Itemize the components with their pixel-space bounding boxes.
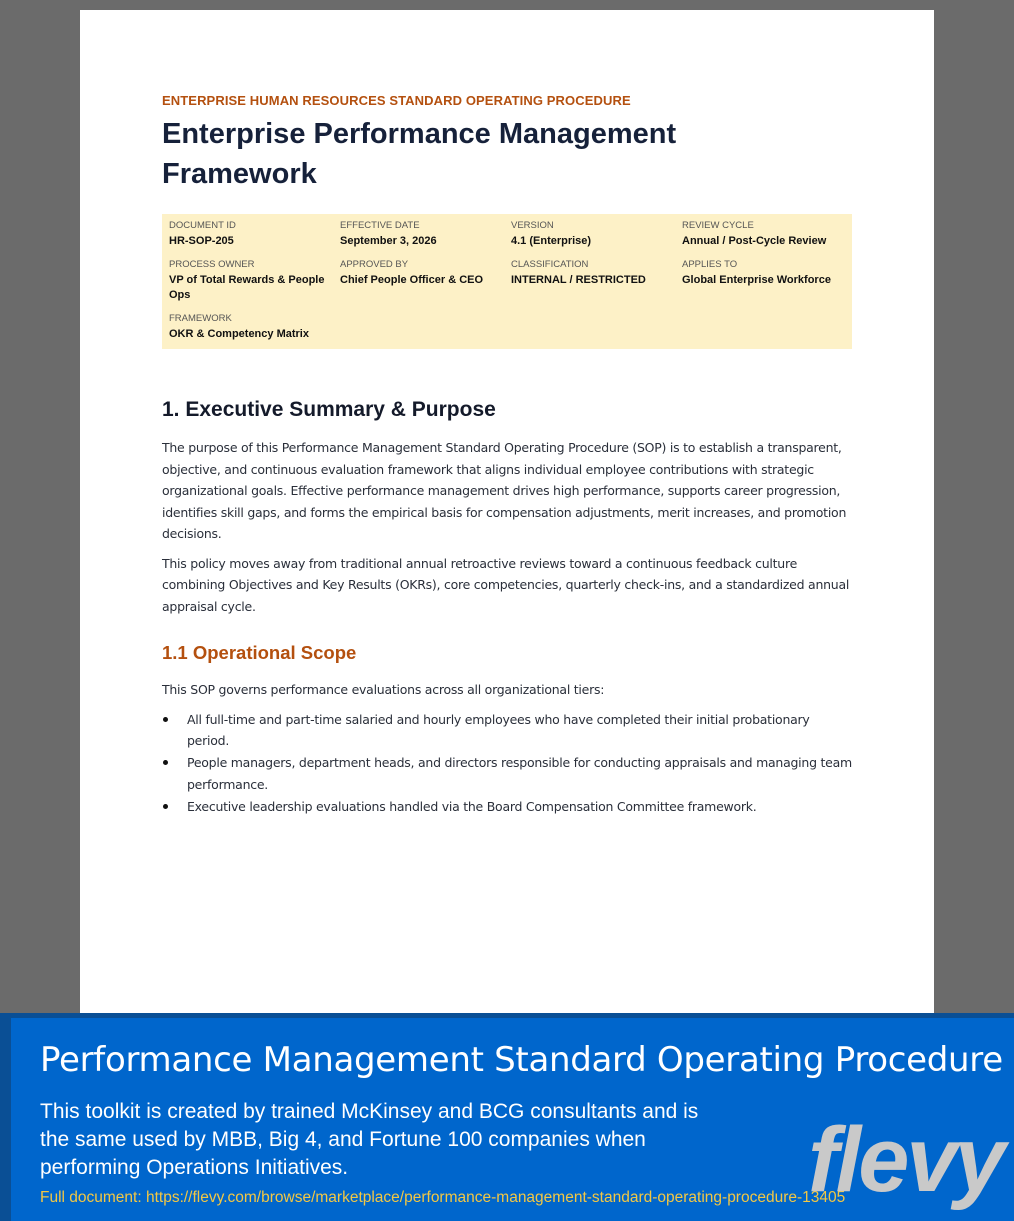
- scope-list: [162, 709, 852, 818]
- list-item-text: People managers, department heads, and directors responsible for conducting appraisals and managing team performance.: [187, 755, 852, 792]
- document-page: [80, 10, 934, 1013]
- meta-label: DOCUMENT ID: [169, 220, 236, 231]
- bullet-icon: [163, 717, 168, 722]
- paragraph: This SOP governs performance evaluations across all organizational tiers:: [162, 682, 605, 697]
- meta-value: 4.1 (Enterprise): [511, 235, 592, 247]
- paragraph: The purpose of this Performance Management Standard Operating Procedure (SOP) is to establish a transparent, objective, and continuous evaluation framework that aligns individual employee contributions with strategic organizational goals. Effective performance management drives high performance, supports career progression, identifies skill gaps, and forms the empirical basis for compensation adjustments, merit increases, and promotion decisions.: [162, 440, 847, 541]
- meta-label: APPROVED BY: [340, 259, 409, 270]
- document-title: Enterprise Performance Management Framework: [162, 118, 677, 190]
- promo-banner-panel: [11, 1018, 1014, 1221]
- meta-label: APPLIES TO: [682, 259, 738, 270]
- meta-value: OKR & Competency Matrix: [169, 328, 309, 340]
- meta-value: Global Enterprise Workforce: [682, 274, 831, 286]
- meta-approved-by: [340, 259, 503, 303]
- list-item: [162, 752, 852, 795]
- document-content: [162, 92, 852, 818]
- meta-label: EFFECTIVE DATE: [340, 220, 420, 231]
- full-document-link[interactable]: Full document: https://flevy.com/browse/marketplace/performance-management-standard-operating-procedure-13405: [40, 1189, 846, 1206]
- document-kicker: ENTERPRISE HUMAN RESOURCES STANDARD OPERATING PROCEDURE: [162, 93, 631, 108]
- meta-classification: [511, 259, 674, 303]
- meta-value: INTERNAL / RESTRICTED: [511, 274, 646, 286]
- subsection-heading-operational-scope: 1.1 Operational Scope: [162, 642, 357, 663]
- meta-document-id: [169, 220, 332, 249]
- meta-review-cycle: [682, 220, 845, 249]
- meta-label: FRAMEWORK: [169, 313, 232, 324]
- meta-label: REVIEW CYCLE: [682, 220, 754, 231]
- bullet-icon: [163, 760, 168, 765]
- section-heading-executive-summary: 1. Executive Summary & Purpose: [162, 398, 496, 421]
- banner-title: Performance Management Standard Operating Procedure: [40, 1040, 1003, 1080]
- meta-effective-date: [340, 220, 503, 249]
- bullet-icon: [163, 804, 168, 809]
- list-item-text: Executive leadership evaluations handled via the Board Compensation Committee framework.: [187, 798, 757, 814]
- flevy-logo: flevy: [808, 1109, 1003, 1211]
- meta-process-owner: [169, 259, 332, 303]
- list-item-text: All full-time and part-time salaried and hourly employees who have completed their initial probationary period.: [187, 711, 810, 748]
- meta-value: Chief People Officer & CEO: [340, 274, 484, 286]
- metadata-table: [162, 214, 852, 349]
- banner-description: This toolkit is created by trained McKinsey and BCG consultants and is the same used by MBB, Big 4, and Fortune 100 companies when performing Operations Initiatives.: [40, 1100, 699, 1179]
- meta-version: [511, 220, 674, 249]
- meta-label: VERSION: [511, 220, 554, 231]
- promo-banner: [0, 1013, 1014, 1221]
- paragraph: This policy moves away from traditional annual retroactive reviews toward a continuous feedback culture combining Objectives and Key Results (OKRs), core competencies, quarterly check-ins, and a standardized annual appraisal cycle.: [162, 555, 850, 614]
- meta-applies-to: [682, 259, 845, 303]
- meta-value: HR-SOP-205: [169, 235, 234, 247]
- list-item: [162, 709, 852, 752]
- meta-label: PROCESS OWNER: [169, 259, 255, 270]
- meta-value: Annual / Post-Cycle Review: [682, 235, 827, 247]
- meta-framework: [169, 313, 332, 342]
- list-item: [162, 796, 852, 818]
- meta-value: VP of Total Rewards & People Ops: [169, 274, 325, 301]
- meta-value: September 3, 2026: [340, 235, 437, 247]
- meta-label: CLASSIFICATION: [511, 259, 589, 270]
